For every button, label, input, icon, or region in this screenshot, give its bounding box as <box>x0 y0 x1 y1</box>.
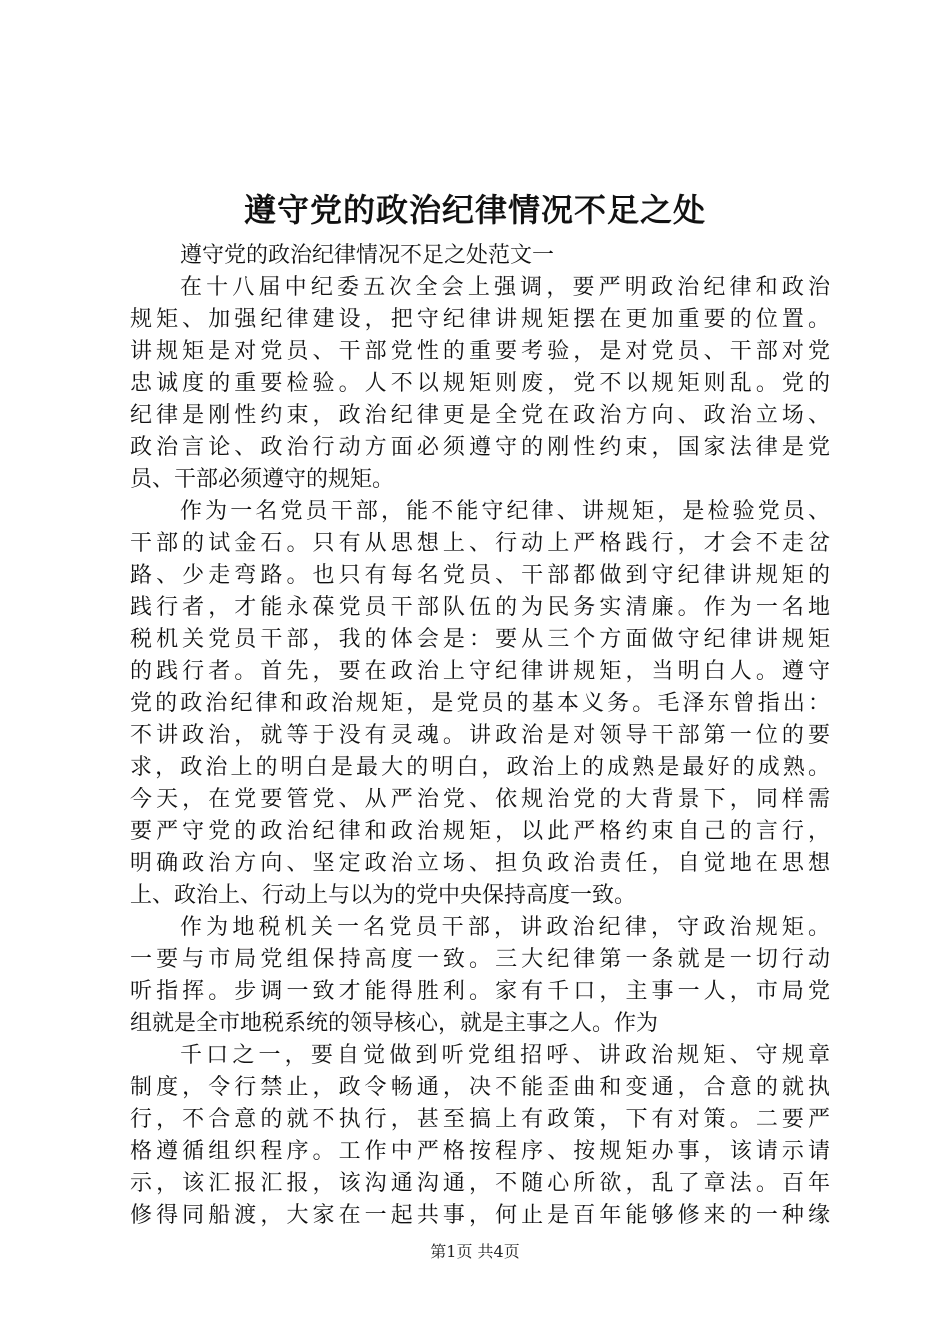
paragraph-line: 践行者，才能永葆党员干部队伍的为民务实清廉。作为一名地 <box>130 595 830 620</box>
paragraph-line: 今天，在党要管党、从严治党、依规治党的大背景下，同样需 <box>130 787 830 812</box>
paragraph-line: 制度，令行禁止，政令畅通，决不能歪曲和变通，合意的就执 <box>130 1075 830 1100</box>
subtitle-line: 遵守党的政治纪律情况不足之处范文一 <box>180 243 555 268</box>
page-indicator: 第1页 共4页 <box>430 1242 520 1261</box>
paragraph-line: 税机关党员干部，我的体会是：要从三个方面做守纪律讲规矩 <box>130 627 830 652</box>
document-title: 遵守党的政治纪律情况不足之处 <box>243 191 706 229</box>
paragraph-line: 一要与市局党组保持高度一致。三大纪律第一条就是一切行动 <box>130 947 830 972</box>
paragraph-line: 千口之一，要自觉做到听党组招呼、讲政治规矩、守规章 <box>180 1043 830 1068</box>
paragraph-line: 讲规矩是对党员、干部党性的重要考验，是对党员、干部对党 <box>130 339 830 364</box>
paragraph-line: 修得同船渡，大家在一起共事，何止是百年能够修来的一种缘 <box>130 1203 830 1228</box>
paragraph-line: 党的政治纪律和政治规矩，是党员的基本义务。毛泽东曾指出： <box>130 691 830 716</box>
paragraph-line: 作为一名党员干部，能不能守纪律、讲规矩，是检验党员、 <box>180 499 830 524</box>
paragraph-line: 组就是全市地税系统的领导核心，就是主事之人。作为 <box>130 1011 659 1036</box>
paragraph-line: 在十八届中纪委五次全会上强调，要严明政治纪律和政治 <box>180 275 830 300</box>
paragraph-line: 求，政治上的明白是最大的明白，政治上的成熟是最好的成熟。 <box>130 755 830 780</box>
paragraph-line: 的践行者。首先，要在政治上守纪律讲规矩，当明白人。遵守 <box>130 659 830 684</box>
paragraph-line: 政治言论、政治行动方面必须遵守的刚性约束，国家法律是党 <box>130 435 830 460</box>
paragraph-line: 示，该汇报汇报，该沟通沟通，不随心所欲，乱了章法。百年 <box>130 1171 830 1196</box>
paragraph-line: 听指挥。步调一致才能得胜利。家有千口，主事一人，市局党 <box>130 979 830 1004</box>
paragraph-line: 行，不合意的就不执行，甚至搞上有政策，下有对策。二要严 <box>130 1107 830 1132</box>
document-body <box>130 240 830 1232</box>
paragraph-line: 格遵循组织程序。工作中严格按程序、按规矩办事，该请示请 <box>130 1139 830 1164</box>
paragraph-line: 不讲政治，就等于没有灵魂。讲政治是对领导干部第一位的要 <box>130 723 830 748</box>
paragraph-line: 员、干部必须遵守的规矩。 <box>130 467 395 492</box>
paragraph-line: 规矩、加强纪律建设，把守纪律讲规矩摆在更加重要的位置。 <box>130 307 830 332</box>
paragraph-line: 路、少走弯路。也只有每名党员、干部都做到守纪律讲规矩的 <box>130 563 830 588</box>
paragraph-line: 要严守党的政治纪律和政治规矩，以此严格约束自己的言行， <box>130 819 830 844</box>
paragraph-line: 忠诚度的重要检验。人不以规矩则废，党不以规矩则乱。党的 <box>130 371 830 396</box>
paragraph-line: 作为地税机关一名党员干部，讲政治纪律，守政治规矩。 <box>180 915 830 940</box>
paragraph-line: 干部的试金石。只有从思想上、行动上严格践行，才会不走岔 <box>130 531 830 556</box>
paragraph-line: 纪律是刚性约束，政治纪律更是全党在政治方向、政治立场、 <box>130 403 830 428</box>
paragraph-line: 上、政治上、行动上与以为的党中央保持高度一致。 <box>130 883 637 908</box>
paragraph-line: 明确政治方向、坚定政治立场、担负政治责任，自觉地在思想 <box>130 851 830 876</box>
page-footer <box>0 1240 950 1264</box>
